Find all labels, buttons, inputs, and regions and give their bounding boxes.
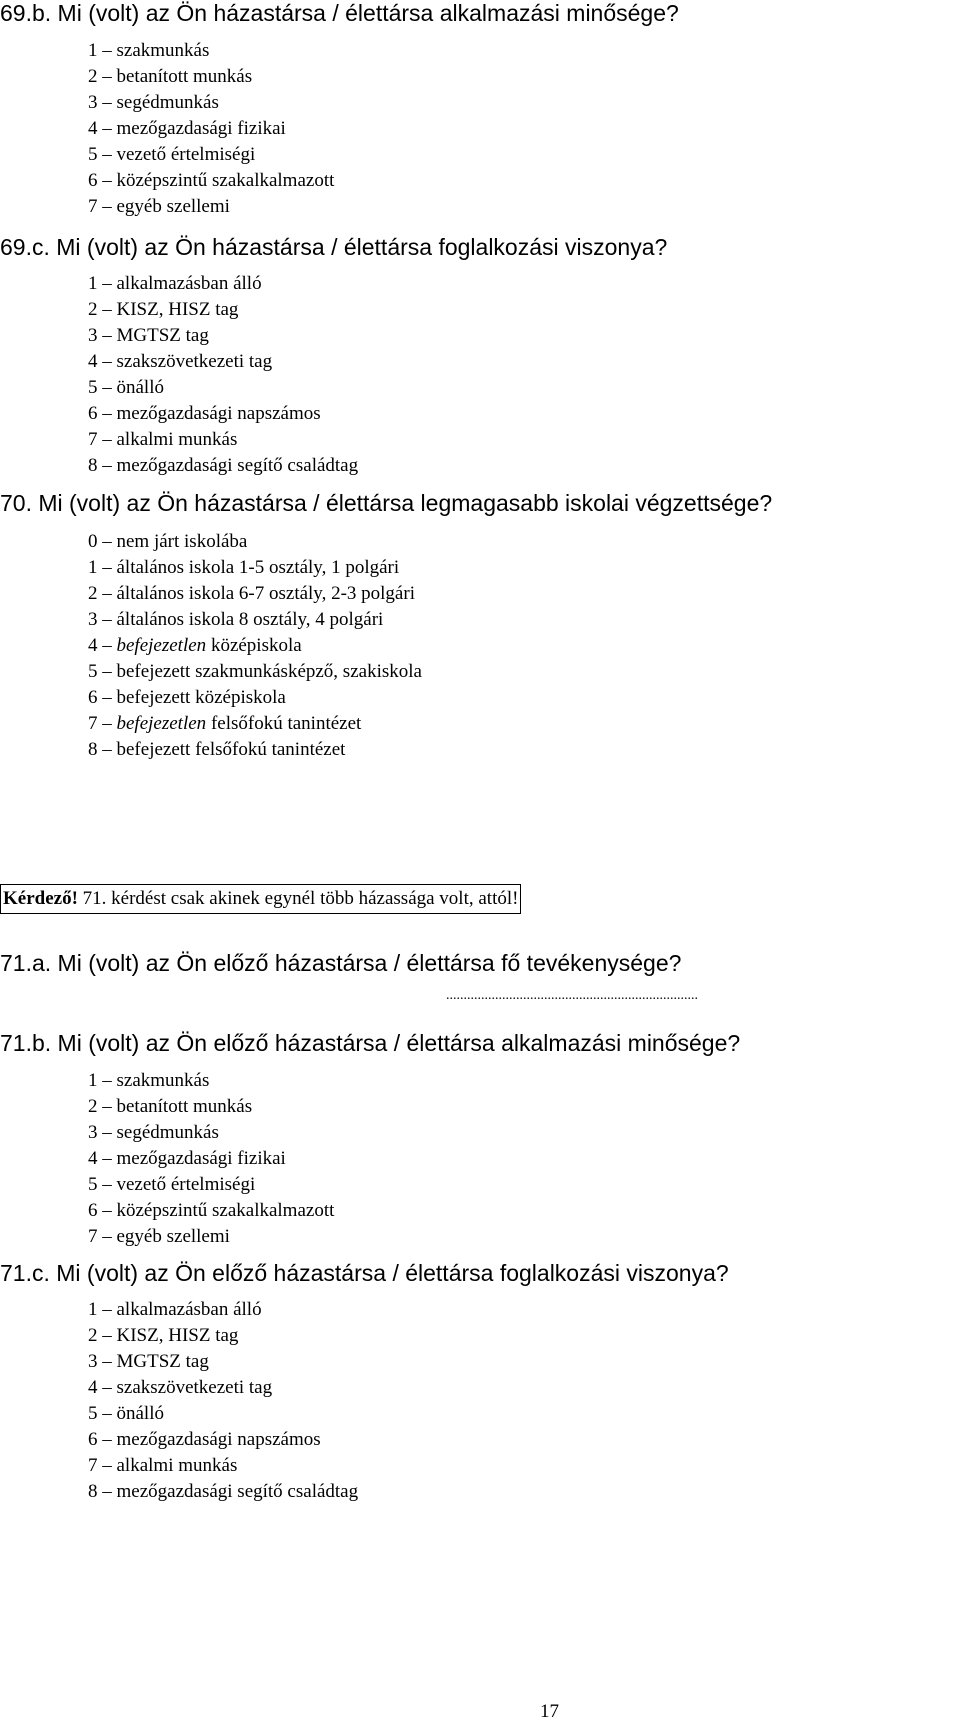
option-item — [88, 711, 422, 737]
option-item: 3 – MGTSZ tag — [88, 325, 209, 346]
option-item: 4 – mezőgazdasági fizikai — [88, 1148, 286, 1169]
question-71b-options — [88, 1068, 334, 1250]
question-71c-options — [88, 1297, 358, 1505]
option-emphasis: befejezetlen — [116, 713, 207, 734]
answer-line: ........................................................................ — [446, 988, 698, 1003]
option-item: 2 – KISZ, HISZ tag — [88, 299, 239, 320]
option-item: 3 – általános iskola 8 osztály, 4 polgári — [88, 609, 384, 630]
option-item: 0 – nem járt iskolába — [88, 531, 248, 552]
question-69b-options — [88, 38, 334, 220]
option-prefix: 7 – — [88, 713, 117, 734]
option-item: 1 – szakmunkás — [88, 40, 210, 61]
question-70-options — [88, 529, 422, 763]
option-item: 5 – vezető értelmiségi — [88, 1174, 256, 1195]
option-suffix: középiskola — [206, 635, 302, 656]
option-item: 3 – MGTSZ tag — [88, 1351, 209, 1372]
option-item: 6 – középszintű szakalkalmazott — [88, 170, 335, 191]
question-70-title: 70. Mi (volt) az Ön házastársa / élettársa legmagasabb iskolai végzettsége? — [0, 490, 773, 516]
option-item: 1 – alkalmazásban álló — [88, 1299, 262, 1320]
option-item: 5 – önálló — [88, 1403, 164, 1424]
interviewer-note-text: 71. kérdést csak akinek egynél több házassága volt, attól! — [77, 888, 519, 909]
question-69c-title: 69.c. Mi (volt) az Ön házastársa / élettársa foglalkozási viszonya? — [0, 234, 668, 260]
interviewer-note — [0, 884, 521, 914]
option-item — [88, 633, 422, 659]
option-item: 4 – szakszövetkezeti tag — [88, 351, 273, 372]
option-item: 3 – segédmunkás — [88, 1122, 219, 1143]
question-69c-options — [88, 271, 358, 479]
option-item: 4 – szakszövetkezeti tag — [88, 1377, 273, 1398]
option-item: 2 – betanított munkás — [88, 66, 253, 87]
option-item: 5 – önálló — [88, 377, 164, 398]
option-item: 6 – mezőgazdasági napszámos — [88, 1429, 321, 1450]
option-item: 1 – általános iskola 1-5 osztály, 1 polgári — [88, 557, 400, 578]
option-item: 8 – mezőgazdasági segítő családtag — [88, 1481, 359, 1502]
question-71b-title: 71.b. Mi (volt) az Ön előző házastársa / élettársa alkalmazási minősége? — [0, 1030, 741, 1056]
option-prefix: 4 – — [88, 635, 117, 656]
option-item: 6 – mezőgazdasági napszámos — [88, 403, 321, 424]
option-item: 2 – betanított munkás — [88, 1096, 253, 1117]
option-item: 7 – alkalmi munkás — [88, 429, 238, 450]
page-number: 17 — [540, 1701, 559, 1722]
option-item: 1 – szakmunkás — [88, 1070, 210, 1091]
option-item: 6 – középszintű szakalkalmazott — [88, 1200, 335, 1221]
option-item: 8 – befejezett felsőfokú tanintézet — [88, 739, 346, 760]
option-item: 4 – mezőgazdasági fizikai — [88, 118, 286, 139]
option-item: 8 – mezőgazdasági segítő családtag — [88, 455, 359, 476]
option-item: 2 – általános iskola 6-7 osztály, 2-3 polgári — [88, 583, 415, 604]
option-item: 6 – befejezett középiskola — [88, 687, 286, 708]
option-item: 3 – segédmunkás — [88, 92, 219, 113]
option-item: 5 – vezető értelmiségi — [88, 144, 256, 165]
option-item: 5 – befejezett szakmunkásképző, szakiskola — [88, 661, 422, 682]
option-emphasis: befejezetlen — [116, 635, 207, 656]
question-69b-title: 69.b. Mi (volt) az Ön házastársa / élettársa alkalmazási minősége? — [0, 0, 679, 26]
option-item: 7 – alkalmi munkás — [88, 1455, 238, 1476]
interviewer-note-label: Kérdező! — [3, 888, 78, 909]
option-item: 7 – egyéb szellemi — [88, 1226, 230, 1247]
option-suffix: felsőfokú tanintézet — [206, 713, 362, 734]
option-item: 7 – egyéb szellemi — [88, 196, 230, 217]
question-71c-title: 71.c. Mi (volt) az Ön előző házastársa / élettársa foglalkozási viszonya? — [0, 1260, 729, 1286]
question-71a-title: 71.a. Mi (volt) az Ön előző házastársa / élettársa fő tevékenysége? — [0, 950, 682, 976]
option-item: 1 – alkalmazásban álló — [88, 273, 262, 294]
option-item: 2 – KISZ, HISZ tag — [88, 1325, 239, 1346]
